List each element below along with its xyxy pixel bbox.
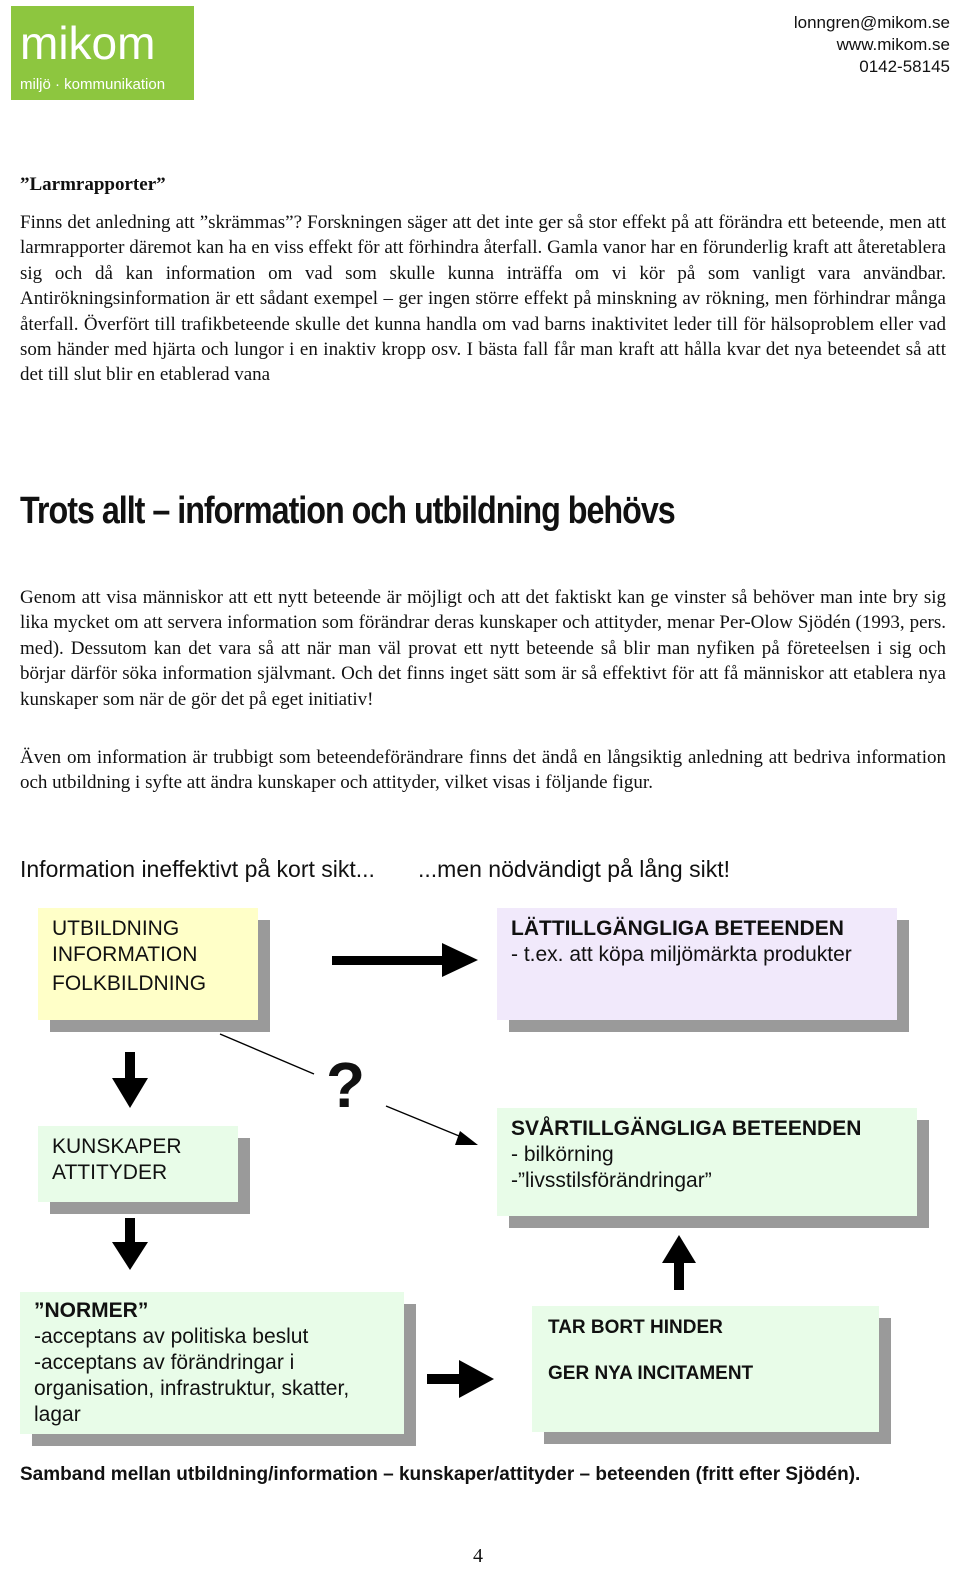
figure-caption: Samband mellan utbildning/information – kunskaper/attityder – beteenden (fritt efter Sjödén). <box>20 1464 861 1485</box>
arrow-down-1-icon <box>112 1052 148 1108</box>
box-norms-line: organisation, infrastruktur, skatter, <box>34 1377 350 1400</box>
arrow-down-2-icon <box>112 1218 148 1270</box>
box-education-line: UTBILDNING <box>52 917 180 940</box>
box-norms-line: -acceptans av förändringar i <box>34 1351 295 1374</box>
box-remove-barriers <box>532 1306 879 1432</box>
box-knowledge-line: KUNSKAPER <box>52 1135 182 1158</box>
section-title-larmrapporter: ”Larmrapporter” <box>20 174 166 195</box>
box-education-line: FOLKBILDNING <box>52 972 207 995</box>
logo-tagline: miljö · kommunikation <box>20 76 166 93</box>
question-mark: ? <box>326 1049 366 1121</box>
box-education <box>38 908 258 1020</box>
box-easy-title: LÄTTILLGÄNGLIGA BETEENDEN <box>511 917 844 940</box>
box-knowledge <box>38 1126 238 1202</box>
logo-name: mikom <box>20 17 156 69</box>
figure-title-right: ...men nödvändigt på lång sikt! <box>418 856 730 882</box>
section-heading: Trots allt – information och utbildning behövs <box>20 490 675 532</box>
box-remove-line: GER NYA INCITAMENT <box>548 1363 754 1384</box>
box-hard-line: -”livsstilsförändringar” <box>511 1169 712 1192</box>
box-norms-line: -acceptans av politiska beslut <box>34 1325 309 1348</box>
page-number: 4 <box>473 1545 483 1567</box>
contact-website[interactable]: www.mikom.se <box>836 35 950 54</box>
figure-title-left: Information ineffektivt på kort sikt... <box>20 856 375 882</box>
arrow-right-top-icon <box>332 943 478 977</box>
box-norms <box>20 1292 404 1434</box>
box-remove-line: TAR BORT HINDER <box>548 1317 723 1338</box>
box-norms-title: ”NORMER” <box>34 1299 149 1322</box>
box-hard-line: - bilkörning <box>511 1143 614 1166</box>
arrow-right-bottom-icon <box>427 1360 494 1398</box>
box-easy-behaviours <box>497 908 897 1020</box>
arrow-thin-icon <box>386 1106 478 1145</box>
arrow-up-icon <box>662 1235 696 1290</box>
contact-phone: 0142-58145 <box>859 57 950 76</box>
contact-email[interactable]: lonngren@mikom.se <box>793 13 950 32</box>
paragraph-longterm: Även om information är trubbigt som beteendeförändrare finns det ändå en långsiktig anledning att bedriva information och utbildning i syfte att ändra kunskaper och attityder, vilket visas i följande figur. <box>20 747 946 794</box>
box-hard-behaviours <box>497 1108 917 1216</box>
box-education-line: INFORMATION <box>52 943 198 966</box>
box-norms-line: lagar <box>34 1403 81 1426</box>
paragraph-behavior: Genom att visa människor att ett nytt beteende är möjligt och att det faktiskt kan ge vinster så behöver man inte bry sig lika mycket om att servera information som förändrar deras kunskaper och attityder, menar Per-Olow Sjödén (1993, pers. med). Dessutom kan det vara så att när man väl provat ett nytt beteende så blir man nyfiken på företeelsen i sig och börjar därför söka information självmant. Och det finns inget sätt som är så effektivt för att få människor att etablera nya kunskaper som när de gör det på eget initiativ! <box>20 587 946 710</box>
box-hard-title: SVÅRTILLGÄNGLIGA BETEENDEN <box>511 1117 862 1140</box>
box-knowledge-line: ATTITYDER <box>52 1161 168 1184</box>
box-easy-line: - t.ex. att köpa miljömärkta produkter <box>511 943 852 966</box>
connector-line <box>220 1034 314 1074</box>
paragraph-larmrapporter: Finns det anledning att ”skrämmas”? Forskningen säger att det inte ger så stor effekt på att förändra ett beteende, men att larmrapporter däremot kan ha en viss effekt för att förhindra återfall. Gamla vanor har en förunderlig kraft att återetablera sig och då kan information om vad som skulle kunna inträffa om vi kör på som vanligt vara användbar. Antirökningsinformation är ett sådant exempel – ger ingen större effekt på minskning av rökning, men förhindrar många återfall. Överfört till trafikbeteende skulle det kunna handla om vad barns inaktivitet leder till för hälsoproblem eller vad som händer med hjärta och lungor i en inaktiv kropp osv. I bästa fall får man kraft att hålla kvar det nya beteendet så att det till slut blir en etablerad vana <box>20 212 946 386</box>
